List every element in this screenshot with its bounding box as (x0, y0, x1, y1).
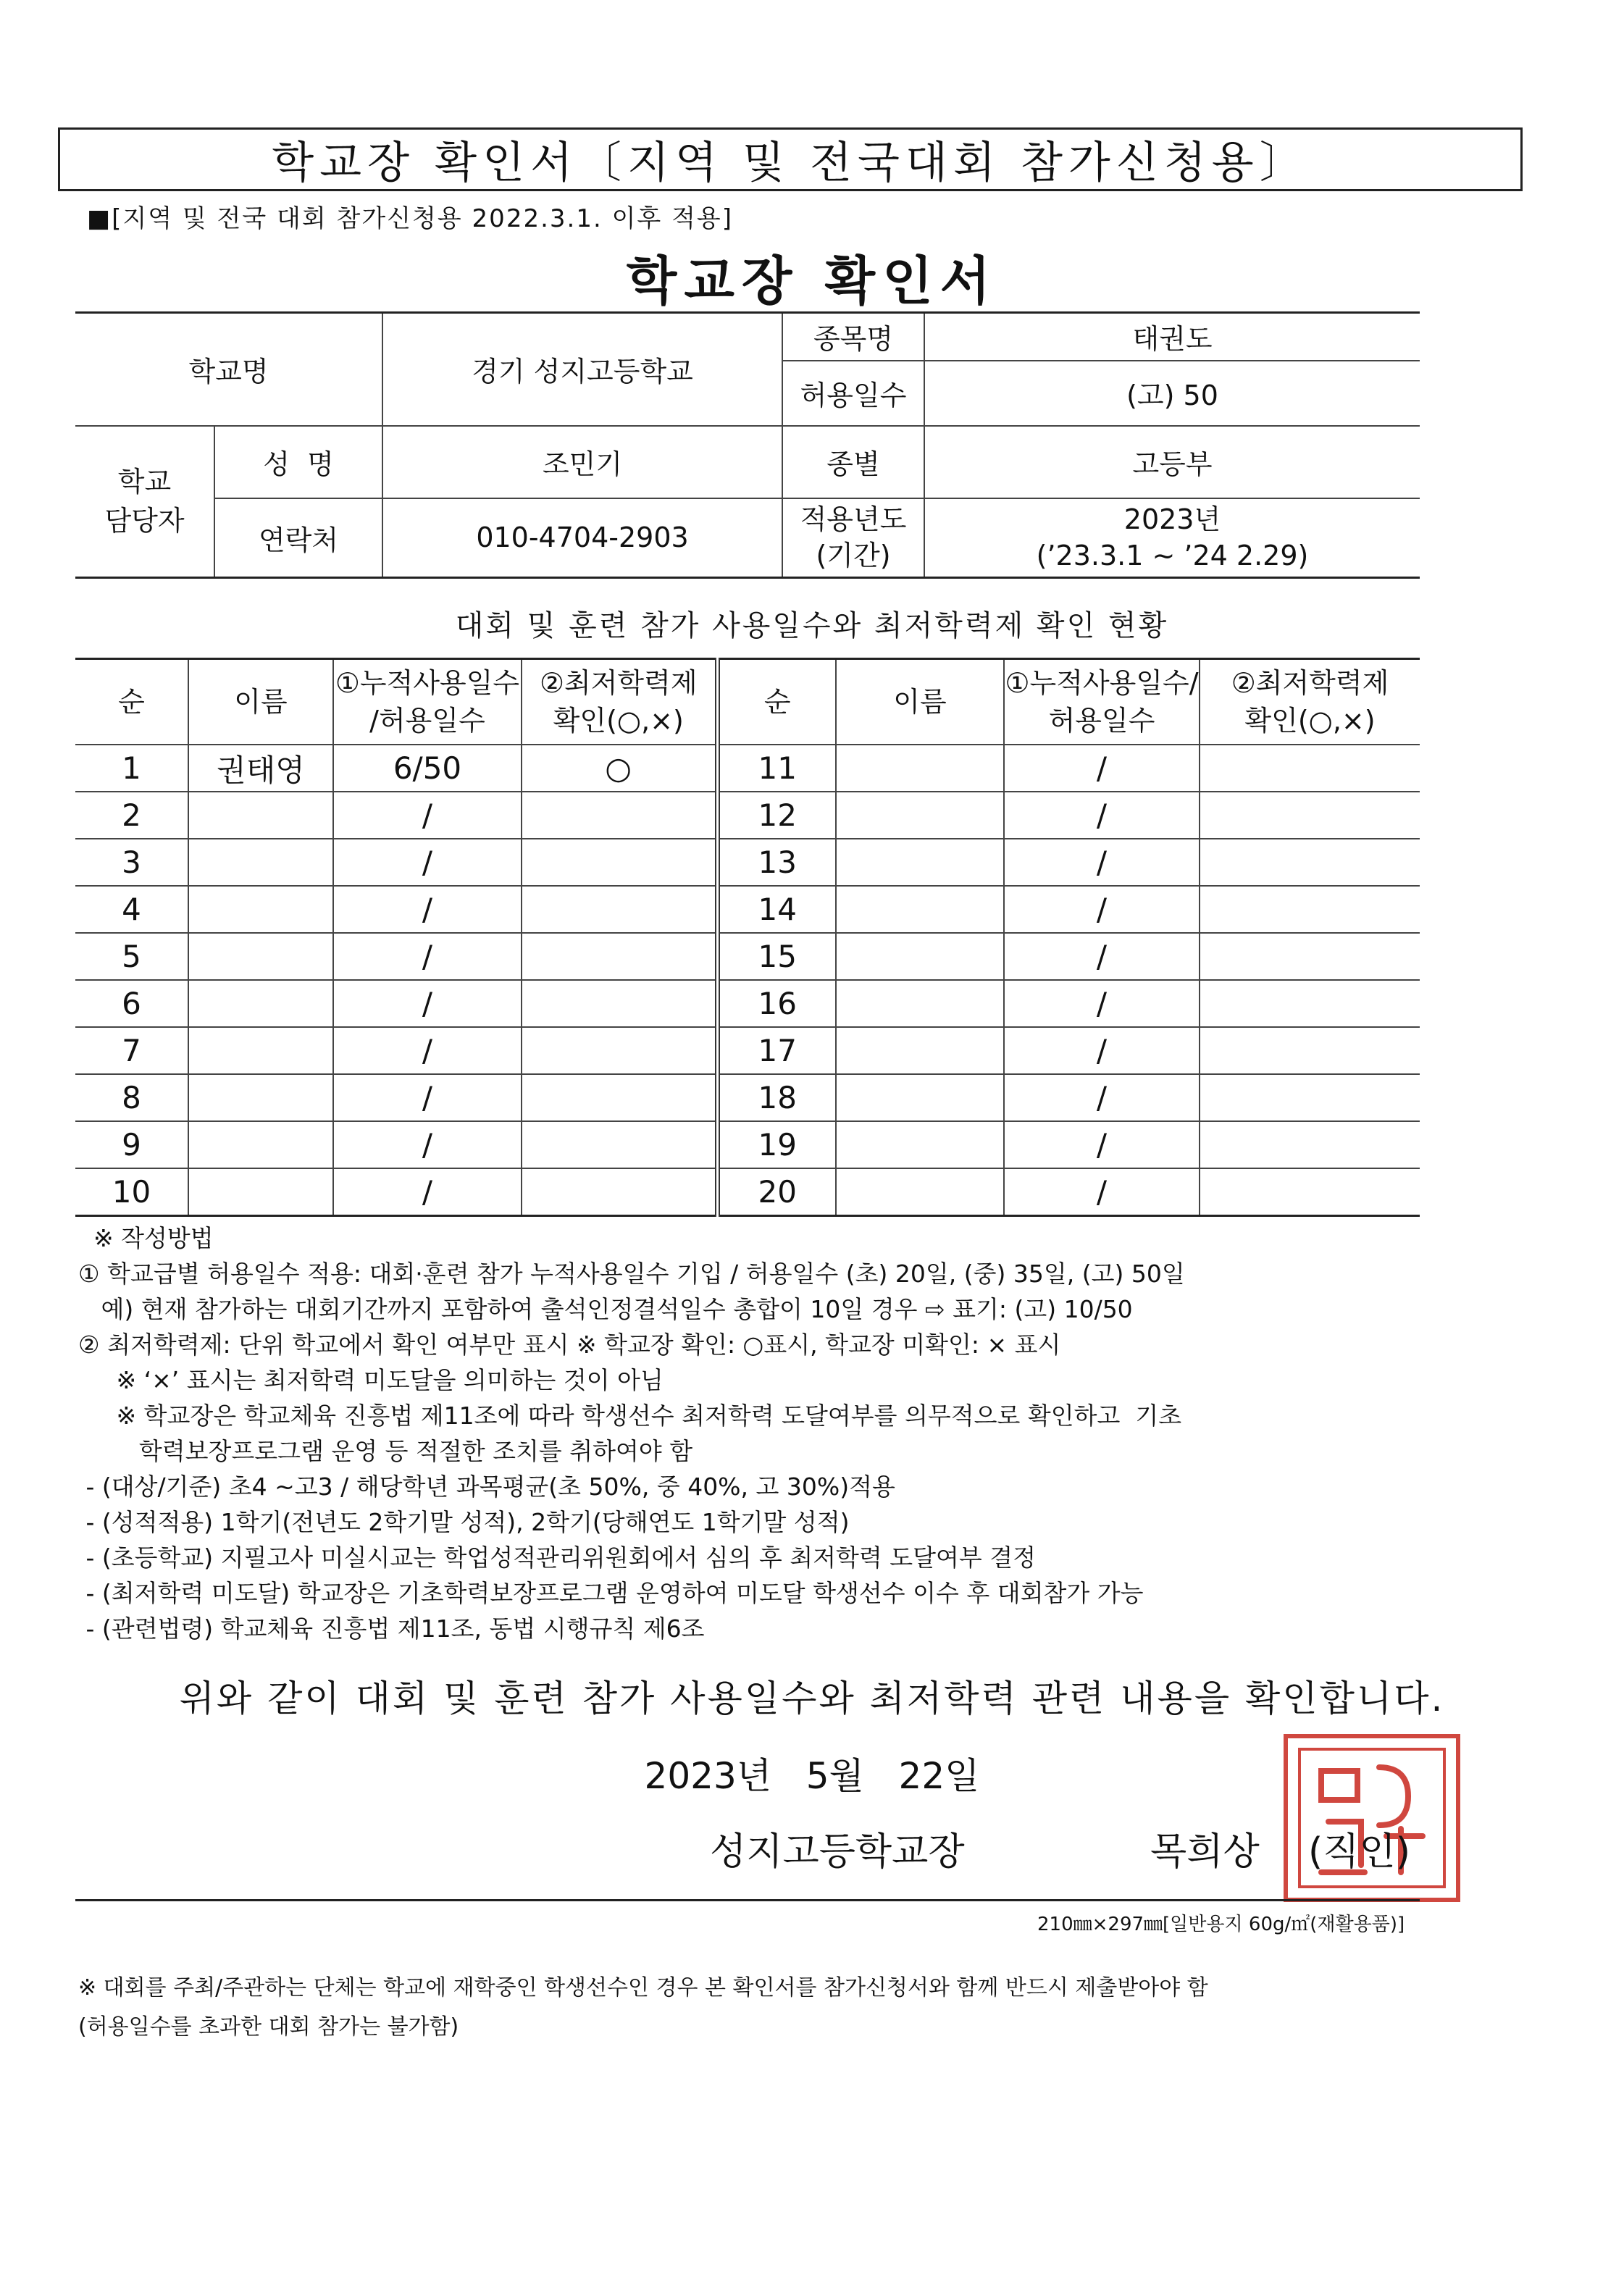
col-check-left-line2: 확인(○,×) (553, 705, 684, 737)
row-days: / (333, 1168, 522, 1216)
name-label: 성 명 (214, 426, 382, 498)
row-days: / (333, 1027, 522, 1074)
row-name (836, 792, 1004, 839)
row-name (188, 980, 333, 1027)
row-name (188, 1074, 333, 1121)
seal-label: (직인) (1308, 1830, 1411, 1874)
instruction-line: - (최저학력 미도달) 학교장은 기초학력보장프로그램 운영하여 미도달 학생선수 이수 후 대회참가 가능 (78, 1579, 1144, 1607)
manager-label-line1: 학교 (117, 466, 172, 498)
row-no: 5 (75, 933, 188, 980)
row-name: 권태영 (188, 745, 333, 792)
name-value: 조민기 (382, 426, 782, 498)
row-days: / (333, 933, 522, 980)
instruction-line: - (성적적용) 1학기(전년도 2학기말 성적), 2학기(당해연도 1학기말 성적) (78, 1508, 850, 1536)
divider-line (75, 1899, 1420, 1901)
row-no: 16 (717, 980, 836, 1027)
row-no: 8 (75, 1074, 188, 1121)
footer-note (78, 1969, 1208, 2047)
row-name (836, 886, 1004, 933)
row-days: / (1004, 1121, 1200, 1168)
instruction-line: - (관련법령) 학교체육 진흥법 제11조, 동법 시행규칙 제6조 (78, 1614, 705, 1643)
table-row (75, 745, 1420, 792)
row-check (1200, 745, 1420, 792)
year-value (924, 498, 1420, 578)
row-name (836, 1168, 1004, 1216)
col-no-right: 순 (717, 659, 836, 745)
row-days: / (1004, 980, 1200, 1027)
header-title-box (58, 127, 1523, 191)
col-days-right (1004, 659, 1200, 745)
col-name-right: 이름 (836, 659, 1004, 745)
row-check (1200, 792, 1420, 839)
instructions (78, 1220, 1185, 1646)
signer-name: 목희상 (1150, 1830, 1260, 1874)
row-days: / (1004, 1074, 1200, 1121)
row-days: / (1004, 886, 1200, 933)
year-label-line1: 적용년도 (800, 503, 907, 536)
row-days: / (333, 1074, 522, 1121)
row-no: 2 (75, 792, 188, 839)
row-no: 7 (75, 1027, 188, 1074)
row-days: / (1004, 1027, 1200, 1074)
row-name (188, 886, 333, 933)
row-check (1200, 1168, 1420, 1216)
contact-value: 010-4704-2903 (382, 498, 782, 578)
sport-value: 태권도 (924, 313, 1420, 361)
row-check (522, 792, 717, 839)
row-no: 15 (717, 933, 836, 980)
instruction-line: ※ 작성방법 (78, 1224, 214, 1252)
col-check-left (522, 659, 717, 745)
row-no: 13 (717, 839, 836, 886)
row-check: ○ (522, 745, 717, 792)
table-row (75, 1027, 1420, 1074)
row-check (1200, 1121, 1420, 1168)
participation-table (75, 658, 1420, 1217)
row-name (836, 1027, 1004, 1074)
row-check (1200, 886, 1420, 933)
official-seal (1284, 1734, 1460, 1902)
allowed-days-value: (고) 50 (924, 361, 1420, 426)
row-name (836, 933, 1004, 980)
row-no: 9 (75, 1121, 188, 1168)
table-row (75, 933, 1420, 980)
row-no: 11 (717, 745, 836, 792)
instruction-line: ※ 학교장은 학교체육 진흥법 제11조에 따라 학생선수 최저학력 도달여부를 의무적으로 확인하고 기초 (78, 1402, 1182, 1430)
row-check (522, 1168, 717, 1216)
row-days: / (1004, 839, 1200, 886)
category-label: 종별 (782, 426, 924, 498)
row-name (836, 1121, 1004, 1168)
row-check (522, 933, 717, 980)
table-row (75, 980, 1420, 1027)
row-name (188, 792, 333, 839)
table-header-row (75, 659, 1420, 745)
issue-date: 2023년 5월 22일 (644, 1755, 980, 1797)
row-check (1200, 1074, 1420, 1121)
row-days: / (333, 886, 522, 933)
col-check-right-line1: ②최저학력제 (1231, 667, 1389, 699)
col-no-left: 순 (75, 659, 188, 745)
instruction-line: ① 학교급별 허용일수 적용: 대회·훈련 참가 누적사용일수 기입 / 허용일수 (초) 20일, (중) 35일, (고) 50일 (78, 1260, 1185, 1288)
col-check-right (1200, 659, 1420, 745)
row-name (188, 1121, 333, 1168)
row-check (1200, 933, 1420, 980)
row-no: 4 (75, 886, 188, 933)
row-no: 20 (717, 1168, 836, 1216)
page-title: 학교장 확인서 (626, 251, 998, 311)
footer-line-1: ※ 대회를 주최/주관하는 단체는 학교에 재학중인 학생선수인 경우 본 확인서를 참가신청서와 함께 반드시 제출받아야 함 (78, 1975, 1208, 2001)
row-name (836, 1074, 1004, 1121)
row-name (188, 1027, 333, 1074)
row-days: / (333, 792, 522, 839)
row-days: / (333, 980, 522, 1027)
table-row (75, 1121, 1420, 1168)
row-days: / (333, 1121, 522, 1168)
col-days-right-line2: 허용일수 (1048, 705, 1155, 737)
row-check (522, 1121, 717, 1168)
manager-label (75, 426, 214, 578)
row-name (836, 839, 1004, 886)
row-days: / (1004, 933, 1200, 980)
row-name (836, 745, 1004, 792)
row-no: 6 (75, 980, 188, 1027)
row-check (522, 886, 717, 933)
table-row (75, 1168, 1420, 1216)
header-title: 학교장 확인서〔지역 및 전국대회 참가신청용〕 (272, 138, 1309, 188)
row-no: 3 (75, 839, 188, 886)
col-days-right-line1: ①누적사용일수/ (1005, 667, 1199, 699)
paper-spec: 210㎜×297㎜[일반용지 60g/㎡(재활용품)] (1037, 1914, 1405, 1935)
contact-label: 연락처 (214, 498, 382, 578)
allowed-days-label: 허용일수 (782, 361, 924, 426)
col-name-left: 이름 (188, 659, 333, 745)
section-title: 대회 및 훈련 참가 사용일수와 최저학력제 확인 현황 (455, 609, 1169, 642)
row-check (522, 1027, 717, 1074)
year-label (782, 498, 924, 578)
row-name (188, 1168, 333, 1216)
table-row (75, 1074, 1420, 1121)
row-days: / (1004, 792, 1200, 839)
table-row (75, 792, 1420, 839)
row-check (522, 980, 717, 1027)
row-no: 18 (717, 1074, 836, 1121)
table-row (75, 886, 1420, 933)
row-check (522, 839, 717, 886)
row-no: 10 (75, 1168, 188, 1216)
school-value: 경기 성지고등학교 (382, 313, 782, 426)
col-days-left-line1: ①누적사용일수 (335, 667, 520, 699)
row-no: 12 (717, 792, 836, 839)
col-days-left-line2: /허용일수 (369, 705, 485, 737)
col-check-left-line1: ②최저학력제 (539, 667, 698, 699)
row-days: 6/50 (333, 745, 522, 792)
year-label-line2: (기간) (816, 540, 891, 572)
signer-title: 성지고등학교장 (710, 1830, 965, 1874)
row-days: / (333, 839, 522, 886)
confirmation-statement: 위와 같이 대회 및 훈련 참가 사용일수와 최저학력 관련 내용을 확인합니다. (179, 1677, 1445, 1719)
school-info-table (75, 311, 1420, 579)
category-value: 고등부 (924, 426, 1420, 498)
footer-line-2: (허용일수를 초과한 대회 참가는 불가함) (78, 2014, 459, 2040)
row-check (1200, 980, 1420, 1027)
row-name (188, 933, 333, 980)
instruction-line: 예) 현재 참가하는 대회기간까지 포함하여 출석인정결석일수 총합이 10일 경우 ⇨ 표기: (고) 10/50 (78, 1295, 1133, 1323)
instruction-line: ② 최저학력제: 단위 학교에서 확인 여부만 표시 ※ 학교장 확인: ○표시, 학교장 미확인: × 표시 (78, 1331, 1061, 1359)
row-no: 17 (717, 1027, 836, 1074)
row-check (1200, 839, 1420, 886)
col-days-left (333, 659, 522, 745)
row-name (836, 980, 1004, 1027)
instruction-line: - (대상/기준) 초4 ~고3 / 해당학년 과목평균(초 50%, 중 40%, 고 30%)적용 (78, 1473, 895, 1501)
instruction-line: ※ ‘×’ 표시는 최저학력 미도달을 의미하는 것이 아님 (78, 1366, 664, 1394)
row-days: / (1004, 1168, 1200, 1216)
manager-label-line2: 담당자 (104, 505, 185, 537)
row-no: 19 (717, 1121, 836, 1168)
instruction-line: - (초등학교) 지필고사 미실시교는 학업성적관리위원회에서 심의 후 최저학력 도달여부 결정 (78, 1543, 1037, 1572)
school-label: 학교명 (75, 313, 382, 426)
year-value-line1: 2023년 (1123, 503, 1221, 536)
year-value-line2: (’23.3.1 ~ ’24 2.29) (1036, 540, 1309, 572)
row-check (522, 1074, 717, 1121)
row-no: 14 (717, 886, 836, 933)
sport-label: 종목명 (782, 313, 924, 361)
row-no: 1 (75, 745, 188, 792)
row-check (1200, 1027, 1420, 1074)
row-name (188, 839, 333, 886)
col-check-right-line2: 확인(○,×) (1244, 705, 1376, 737)
instruction-line: 학력보장프로그램 운영 등 적절한 조치를 취하여야 함 (78, 1437, 693, 1465)
table-row (75, 839, 1420, 886)
subheading: ■[지역 및 전국 대회 참가신청용 2022.3.1. 이후 적용] (87, 204, 734, 233)
row-days: / (1004, 745, 1200, 792)
